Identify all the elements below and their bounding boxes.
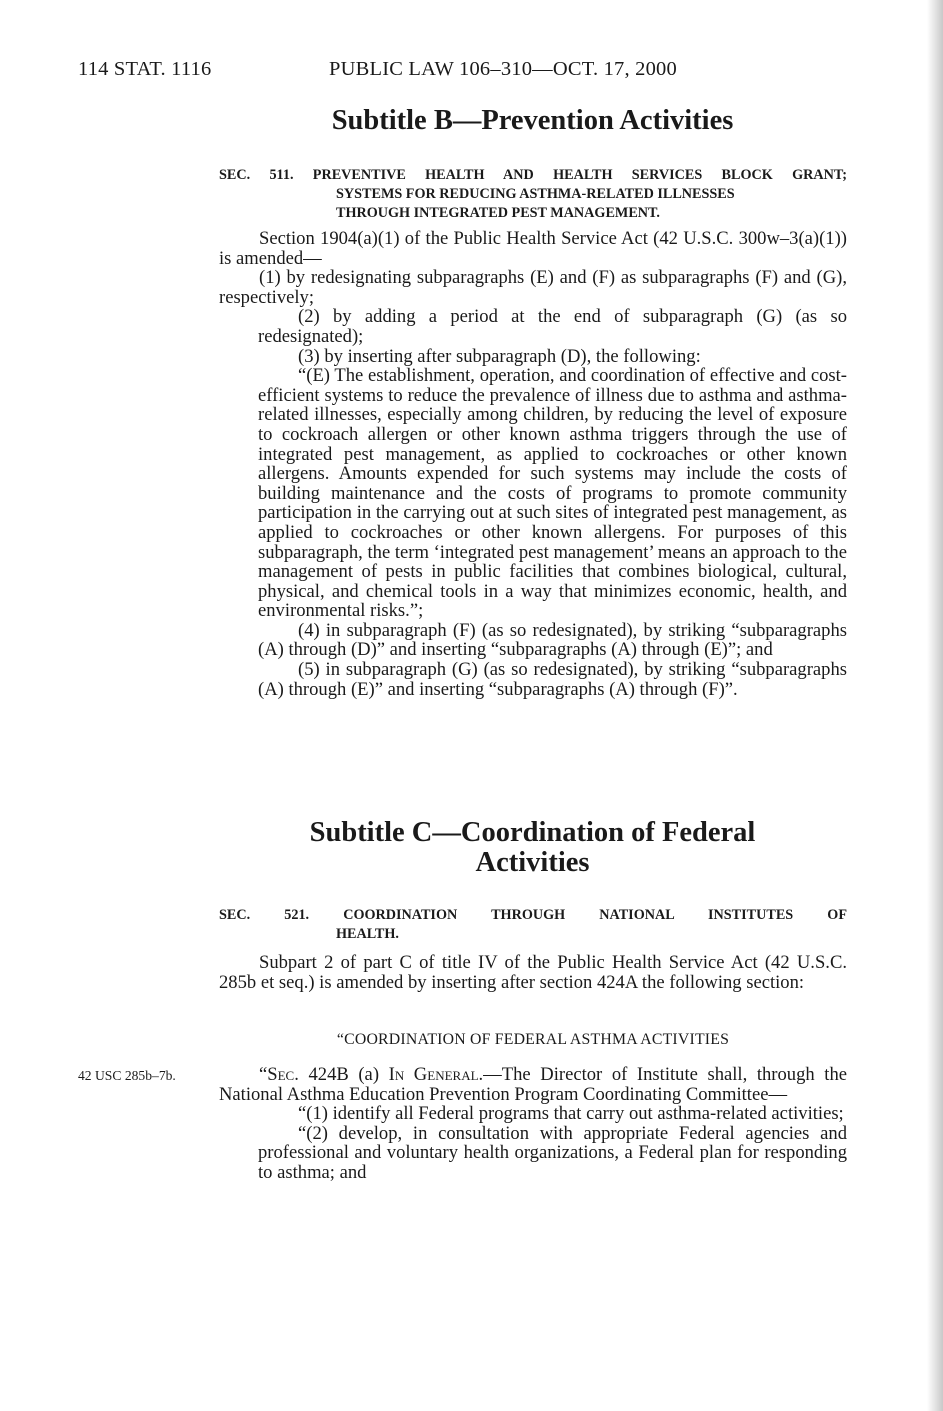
sec-424b-body: [219, 1065, 847, 1183]
page-reference: 114 STAT. 1116: [78, 58, 212, 80]
sec-511-quoted-subparagraph-e: “(E) The establishment, operation, and coordination of effective and cost-efficient systems to reduce the prevalence of illness due to asthma and asthma-related illnesses, especially among children, by reducing the level of exposure to cockroach allergen or other known asthma triggers through the use of integrated pest management, as applied to cockroaches or other known allergens. Amounts expended for such systems may include the costs of building maintenance and the costs of programs to promote community participation in the carrying out at such sites of integrated pest management, as applied to cockroaches or other known allergens. For purposes of this subparagraph, the term ‘integrated pest management’ means an approach to the management of pests in public facilities that combines biological, cultural, physical, and chemical tools in a way that minimizes economic, health, and environmental risks.”;: [258, 365, 847, 622]
sec-511-heading-line1: SEC. 511. PREVENTIVE HEALTH AND HEALTH SERVICES BLOCK GRANT;: [219, 167, 847, 183]
sec-424b-prefix: “S: [259, 1064, 278, 1085]
sec-424b-text: .—The Director of Institute shall, through the National Asthma Education Prevention Program Coordinating Committee—: [219, 1064, 848, 1105]
sec-424b-general-sc: eneral: [427, 1064, 479, 1085]
usc-margin-note: 42 USC 285b–7b.: [78, 1068, 176, 1083]
sec-511-body: [219, 229, 847, 699]
sec-424b-item-2: “(2) develop, in consultation with appropriate Federal agencies and professional and voluntary health organizations, a Federal plan for responding to asthma; and: [258, 1122, 847, 1183]
sec-511-item-1-text: (1) by redesignating subparagraphs (E) and (F) as subparagraphs (F) and (G), respectively;: [219, 267, 847, 308]
sec-521-heading-line1: SEC. 521. COORDINATION THROUGH NATIONAL INSTITUTES OF: [219, 907, 847, 923]
sec-424b-mid: . 424B (a) I: [294, 1064, 395, 1085]
sec-511-item-4: (4) in subparagraph (F) (as so redesignated), by striking “subparagraphs (A) through (D)” and inserting “subparagraphs (A) through (E)”; and: [258, 619, 847, 661]
sec-424b-g: G: [404, 1064, 428, 1085]
sec-511-heading-line3: THROUGH INTEGRATED PEST MANAGEMENT.: [336, 205, 660, 222]
sec-521-intro: Subpart 2 of part C of title IV of the Public Health Service Act (42 U.S.C. 285b et seq.) is amended by inserting after section 424A the following section:: [219, 952, 847, 993]
page-edge-shadow: [927, 0, 943, 1411]
sec-511-heading-line2: SYSTEMS FOR REDUCING ASTHMA-RELATED ILLNESSES: [336, 186, 735, 203]
sec-511-item-3: (3) by inserting after subparagraph (D), the following:: [298, 345, 701, 367]
subtitle-c-heading-line2: Activities: [475, 847, 590, 878]
sec-521-heading: [219, 906, 847, 944]
sec-511-heading: [219, 166, 847, 224]
sec-424b-item-1: “(1) identify all Federal programs that carry out asthma-related activities;: [298, 1103, 844, 1125]
sec-511-intro: Section 1904(a)(1) of the Public Health Service Act (42 U.S.C. 300w–3(a)(1)) is amended—: [219, 228, 847, 269]
sec-511-item-1: [180, 268, 847, 307]
running-title: PUBLIC LAW 106–310—OCT. 17, 2000: [329, 58, 677, 80]
subtitle-c-heading: [200, 818, 865, 878]
sec-424b-prefix-sc: ec: [277, 1064, 295, 1085]
sec-511-item-5: (5) in subparagraph (G) (as so redesignated), by striking “subparagraphs (A) through (E)” and inserting “subparagraphs (A) through (F)”.: [258, 659, 847, 700]
subtitle-c-heading-line1: Subtitle C—Coordination of Federal: [309, 817, 756, 848]
sec-424b-in-sc: n: [394, 1064, 405, 1085]
sec-424b-general: [219, 1065, 847, 1104]
sec-521-intro-block: [219, 953, 847, 992]
sec-521-heading-line2: HEALTH.: [336, 926, 399, 943]
sec-511-item-2: (2) by adding a period at the end of subparagraph (G) (as so redesignated);: [258, 306, 847, 347]
subtitle-b-heading: Subtitle B—Prevention Activities: [331, 105, 734, 136]
coordination-section-heading: “COORDINATION OF FEDERAL ASTHMA ACTIVITIES: [336, 1031, 730, 1048]
